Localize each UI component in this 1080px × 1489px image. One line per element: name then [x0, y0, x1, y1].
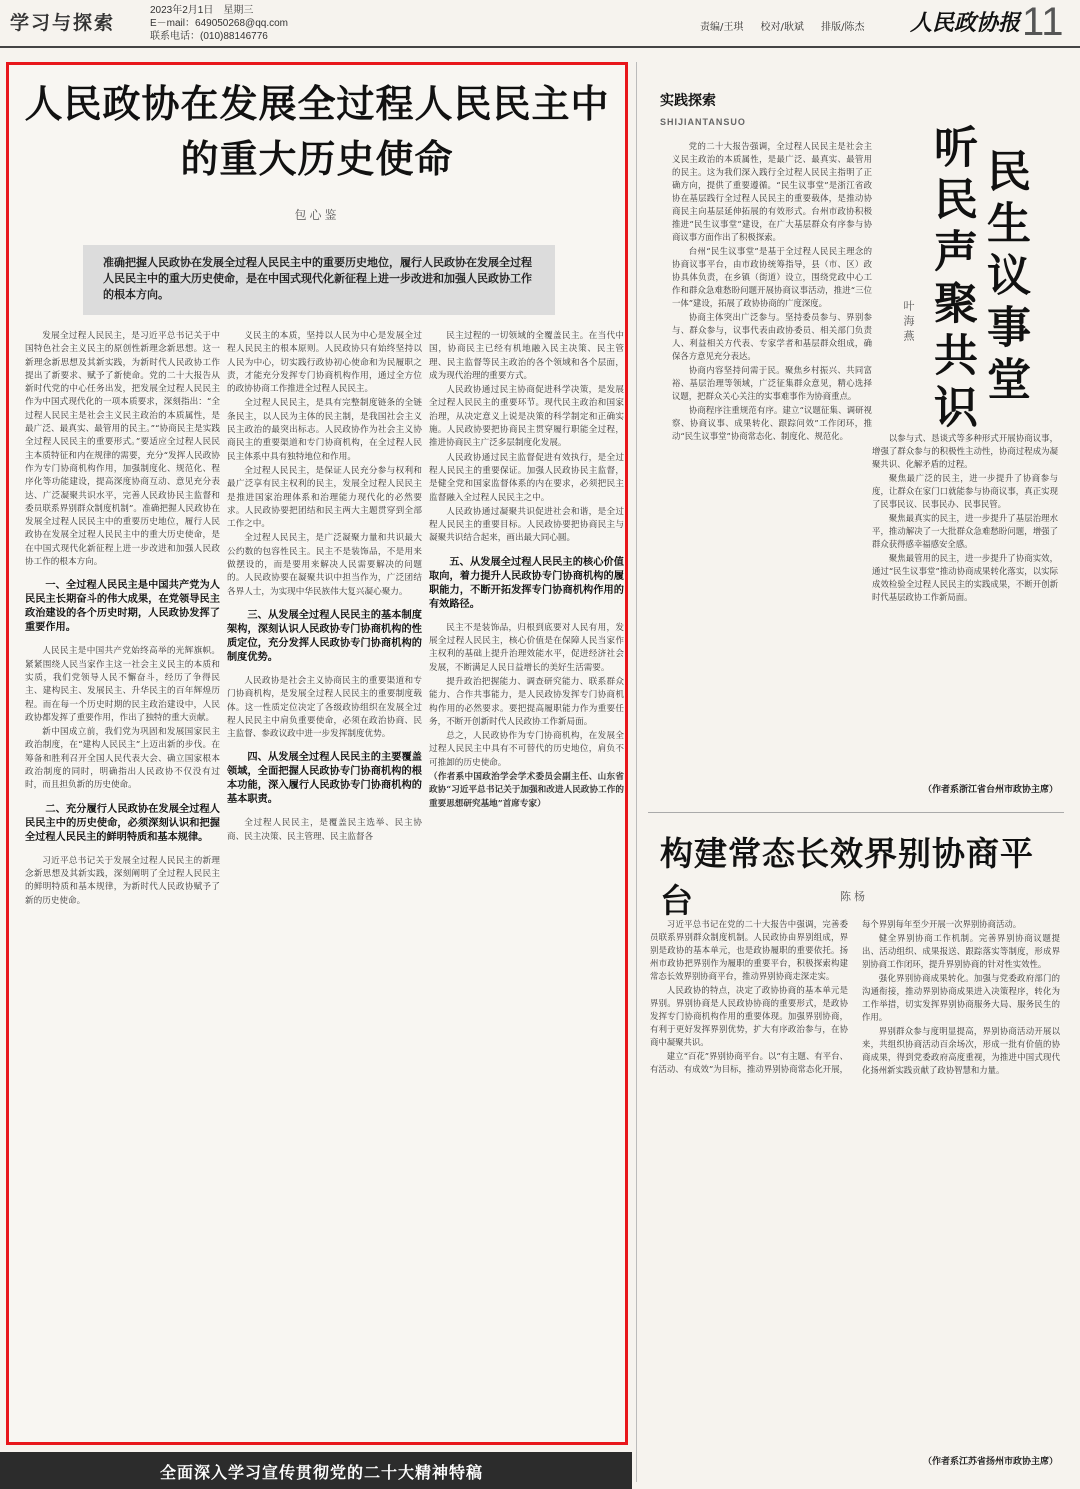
- section-name: 学习与探索: [10, 12, 116, 34]
- paragraph: 新中国成立前，我们党为巩固和发展国家民主政治制度，在“建构人民民主”上迈出新的步伐。在筹备和胜利召开全国人民代表大会、确立国家根本政治制度的同时，明确指出人民政协不仅没有过时，而且担负新的历史使命。: [25, 727, 220, 791]
- article2-author: 陈杨: [840, 890, 868, 903]
- article-divider: [648, 812, 1064, 813]
- paragraph: 协商内容坚持问需于民。聚焦乡村振兴、共同富裕、基层治理等领域，广泛征集群众意见，精心选择议题，把群众关心关注的实事难事作为协商重点。: [672, 365, 872, 401]
- paragraph: 民主过程的一切领域的全覆盖民主。在当代中国，协商民主已经有机地融入民主决策、民主管理、民主监督等民主政治的各个领域和各个层面，成为现代治理的重要方式。: [429, 331, 624, 381]
- paragraph: 党的二十大报告强调，全过程人民民主是社会主义民主政治的本质属性，是最广泛、最真实、最管用的民主。这为我们深入践行全过程人民民主指明了正确方向，提供了重要遵循。“民生议事堂”是浙江省政协在基层践行全过程人民民主的重要载体，是推动协商民主向基层延伸拓展的有效形式。台州市政协积极推进“民生议事堂”建设，在广大基层群众有序参与协商议事方面作出了积极探索。: [672, 141, 872, 242]
- section-heading-1: 一、全过程人民民主是中国共产党为人民民主长期奋斗的伟大成果，在党领导民主政治建设的各个历史时期，人民政协发挥了重要作用。: [25, 580, 220, 634]
- article-column-3: [429, 330, 624, 1440]
- article-column-1: [25, 330, 220, 1440]
- paragraph: 健全界别协商工作机制。完善界别协商议题提出、活动组织、成果报送、跟踪落实等制度，形成界别协商工作闭环，提升界别协商的针对性实效性。: [862, 933, 1060, 969]
- paragraph: 人民政协是社会主义协商民主的重要渠道和专门协商机构，是发展全过程人民民主的重要制度载体。这一性质定位决定了各级政协组织在发展全过程人民民主中肩负重要使命，必须在政治协商、民主监督、参政议政中进一步发挥制度优势。: [227, 675, 422, 740]
- article1-title-line2: 听民声聚共识: [926, 124, 977, 436]
- paragraph: 人民政协通过民主协商促进科学决策，是发展全过程人民民主的重要环节。现代民主政治和国家治理，从决定意义上说是决策的科学制定和正确实施。人民政协要把协商民主贯穿履行职能全过程，推进协商民主广泛多层制度化发展。: [429, 385, 624, 449]
- section-heading-2: 二、充分履行人民政协在发展全过程人民民主中的历史使命，必须深刻认识和把握全过程人民民主的鲜明特质和基本规律。: [25, 803, 220, 843]
- column-label-cn: 实践探索: [660, 93, 716, 109]
- paragraph: 发展全过程人民民主，是习近平总书记关于中国特色社会主义民主的原创性新理念新思想。这一新理念新思想及其新实践，为新时代人民政协工作提出了新要求、赋予了新使命。党的二十大报告从新时代党的中心任务出发，把发展全过程人民民主作为中国式现代化的一项本质要求，深刻指出：“全过程人民民主是社会主义民主政治的本质属性，是最广泛、最真实、最管用的民主。”“协商民主是实践全过程人民民主的重要形式。”要适应全过程人民民主本质特征和内在规律的需要，充分“发挥人民政协作为专门协商机构作用，加强制度化、规范化、程序化等功能建设，提高深度协商互动、意见充分表达、广泛凝聚共识水平，完善人民政协民主监督和委员联系界别群众制度机制”。准确把握人民政协在发展全过程人民民主中的重要历史地位，履行人民政协在发展全过程人民民主中的重大历史使命，是在中国式现代化新征程上进一步改进和加强人民政协工作的根本方向。: [25, 331, 220, 568]
- article2-author-note: （作者系江苏省扬州市政协主席）: [922, 1457, 1058, 1467]
- paragraph: 全过程人民民主，是具有完整制度链条的全链条民主，以人民为主体的民主制，是我国社会主义民主政治的最突出标志。人民政协作为社会主义协商民主的重要渠道和专门协商机构，在全过程人民民主体系中具有独特地位和作用。: [227, 398, 422, 462]
- paragraph: 总之，人民政协作为专门协商机构，在发展全过程人民民主中具有不可替代的历史地位，肩负不可推卸的历史使命。: [429, 731, 624, 768]
- article1-body-bottom: [872, 432, 1058, 770]
- article-summary: 准确把握人民政协在发展全过程人民民主中的重要历史地位，履行人民政协在发展全过程人民民主中的重大历史使命，是在中国式现代化新征程上进一步改进和加强人民政协工作的根本方向。: [83, 245, 555, 315]
- page-header: [0, 0, 1080, 48]
- paragraph: 习近平总书记关于发展全过程人民民主的新理念新思想及其新实践，深刻阐明了全过程人民民主的鲜明特质和基本规律，为新时代人民政协赋予了新的历史使命。: [25, 855, 220, 906]
- author-note: （作者系中国政治学会学术委员会副主任、山东省政协“习近平总书记关于加强和改进人民政协工作的重要思想研究基地”首席专家）: [429, 772, 624, 809]
- section-heading-3: 三、从发展全过程人民民主的基本制度架构，深刻认识人民政协专门协商机构的性质定位，充分发挥人民政协专门协商机构的制度优势。: [227, 609, 422, 663]
- paragraph: 界别群众参与度明显提高，界别协商活动开展以来，共组织协商活动百余场次，形成一批有价值的协商成果，得到党委政府高度重视，为推进中国式现代化扬州新实践贡献了政协智慧和力量。: [862, 1026, 1060, 1075]
- paragraph: 协商主体突出广泛参与。坚持委员参与、界别参与、群众参与，议事代表由政协委员、相关部门负责人、利益相关方代表、专家学者和基层群众组成，确保各方意见充分表达。: [672, 312, 872, 361]
- paragraph: 全过程人民民主，是保证人民充分参与权利和最广泛享有民主权利的民主，发展全过程人民民主是推进国家治理体系和治理能力现代化的必然要求。人民政协要把团结和民主两大主题贯穿到全部工作之中。: [227, 465, 422, 530]
- paragraph: 建立“百花”界别协商平台。以“有主题、有平台、有活动、有成效”为目标，推动界别协商常态化开展，每个界别每年至少开展一次界别协商活动。: [650, 919, 1022, 1074]
- contact-email: E－mail：649050268@qq.com: [150, 18, 289, 29]
- paragraph: 习近平总书记在党的二十大报告中强调，完善委员联系界别群众制度机制。人民政协由界别组成，界别是政协的基本单元，也是政协履职的重要依托。扬州市政协把界别作为履职的重要平台，积极探索构建常态长效界别协商平台，推动界别协商走深走实。: [650, 919, 848, 981]
- column-label: [660, 90, 746, 129]
- article2-title: 构建常态长效界别协商平台: [660, 834, 1034, 920]
- header-meta: [150, 4, 288, 43]
- main-article-author: 包心鉴: [294, 208, 340, 222]
- article-column-2: [227, 330, 422, 1440]
- article1-body-top: [672, 140, 872, 770]
- editor-credits: 责编/王琪 校对/耿斌 排版/陈杰: [700, 22, 865, 33]
- article1-author: 叶海燕: [902, 300, 915, 345]
- paragraph: 人民政协通过凝聚共识促进社会和谐，是全过程人民民主的重要目标。人民政协要把协商民主与凝聚共识结合起来，画出最大同心圆。: [429, 506, 624, 544]
- paragraph: 义民主的本质，坚持以人民为中心是发展全过程人民民主的根本原则。人民政协只有始终坚持以人民为中心，切实践行政协初心使命和为民履职之责，才能充分发挥专门协商机构作用，通过全方位的政协协商工作推进全过程人民民主。: [227, 331, 422, 395]
- section-heading-5: 五、从发展全过程人民民主的核心价值取向，着力提升人民政协专门协商机构的履职能力，不断开拓发挥专门协商机构作用的有效路径。: [429, 556, 624, 610]
- paragraph: 民主不是装饰品，归根到底要对人民有用，发展全过程人民民主，核心价值是在保障人民当家作主权利的基础上提升治理效能水平，促进经济社会发展，不断满足人民日益增长的美好生活需要。: [429, 622, 624, 673]
- contact-phone: 联系电话：(010)88146776: [150, 31, 268, 42]
- paragraph: 聚焦最管用的民主，进一步提升了协商实效，通过“民生议事堂”推动协商成果转化落实，以实际成效检验全过程人民民主的实践成果，不断开创新时代基层政协工作新局面。: [872, 553, 1058, 602]
- article2-body: [650, 918, 1060, 1448]
- paragraph: 强化界别协商成果转化。加强与党委政府部门的沟通衔接，推动界别协商成果进入决策程序，转化为工作举措，切实发挥界别协商服务大局、服务民生的作用。: [862, 973, 1060, 1022]
- paragraph: 人民政协的特点，决定了政协协商的基本单元是界别。界别协商是人民政协协商的重要形式，是政协发挥专门协商机构作用的重要体现。加强界别协商，有利于更好发挥界别优势，扩大有序政治参与，在协商中凝聚共识。: [650, 985, 848, 1047]
- paragraph: 以参与式、恳谈式等多种形式开展协商议事，增强了群众参与的积极性主动性，协商过程成为凝聚共识、化解矛盾的过程。: [872, 433, 1058, 469]
- paragraph: 台州“民生议事堂”是基于全过程人民民主理念的协商议事平台，由市政协统筹指导，县（市、区）政协具体负责，在乡镇（街道）设立，围绕党政中心工作和群众急难愁盼问题开展协商议事活动，推进“三位一体”建设，拓展了政协协商的广度深度。: [672, 246, 872, 308]
- banner-text: 全面深入学习宣传贯彻党的二十大精神特稿: [160, 1463, 484, 1482]
- newspaper-logo: 人民政协报: [910, 10, 1021, 36]
- paragraph: 提升政治把握能力、调查研究能力、联系群众能力、合作共事能力，是人民政协发挥专门协商机构作用的必然要求。要把提高履职能力作为重要任务，不断开创新时代人民政协工作新局面。: [429, 676, 624, 727]
- paragraph: 协商程序注重规范有序。建立“议题征集、调研视察、协商议事、成果转化、跟踪问效”工作闭环，推动“民生议事堂”协商常态化、制度化、规范化。: [672, 405, 872, 441]
- main-article: [6, 62, 628, 1445]
- paragraph: 聚焦最真实的民主，进一步提升了基层治理水平，推动解决了一大批群众急难愁盼问题，增强了群众获得感幸福感安全感。: [872, 513, 1058, 549]
- article1-author-note: （作者系浙江省台州市政协主席）: [922, 785, 1058, 795]
- paragraph: 全过程人民民主，是覆盖民主选举、民主协商、民主决策、民主管理、民主监督各: [227, 818, 422, 842]
- page-number: 11: [1022, 0, 1064, 44]
- column-divider: [636, 62, 637, 1482]
- paragraph: 全过程人民民主，是广泛凝聚力量和共识最大公约数的包容性民主。民主不是装饰品，不是用来做摆设的，而是要用来解决人民需要解决的问题的。人民政协要在凝聚共识中担当作为，广泛团结各界人士，为实现中华民族伟大复兴凝心聚力。: [227, 533, 422, 597]
- issue-date: 2023年2月1日 星期三: [150, 5, 254, 16]
- special-feature-banner: [0, 1452, 632, 1489]
- section-heading-4: 四、从发展全过程人民民主的主要覆盖领域，全面把握人民政协专门协商机构的根本功能，深入履行人民政协专门协商机构的基本职责。: [227, 752, 422, 806]
- column-label-en: SHIJIANTANSUO: [660, 117, 746, 127]
- paragraph: 人民民主是中国共产党始终高举的光辉旗帜。紧紧围绕人民当家作主这一社会主义民主的本质和实质，我们党领导人民不懈奋斗，经历了争得民主、建构民主、发展民主、升华民主的百年辉煌历程。而在每一个历史时期的民主政治建设中，人民政协都发挥了重要作用，作出了独特的重大贡献。: [25, 646, 220, 723]
- paragraph: 聚焦最广泛的民主，进一步提升了协商参与度，让群众在家门口就能参与协商议事，真正实现了民事民议、民事民办、民事民管。: [872, 473, 1058, 509]
- main-article-title: 人民政协在发展全过程人民民主中的重大历史使命: [24, 82, 610, 181]
- article1-title-line1: 民生议事堂: [979, 148, 1030, 408]
- paragraph: 人民政协通过民主监督促进有效执行，是全过程人民民主的重要保证。加强人民政协民主监督，是健全党和国家监督体系的内在要求，必须把民主监督融入全过程人民民主之中。: [429, 452, 624, 503]
